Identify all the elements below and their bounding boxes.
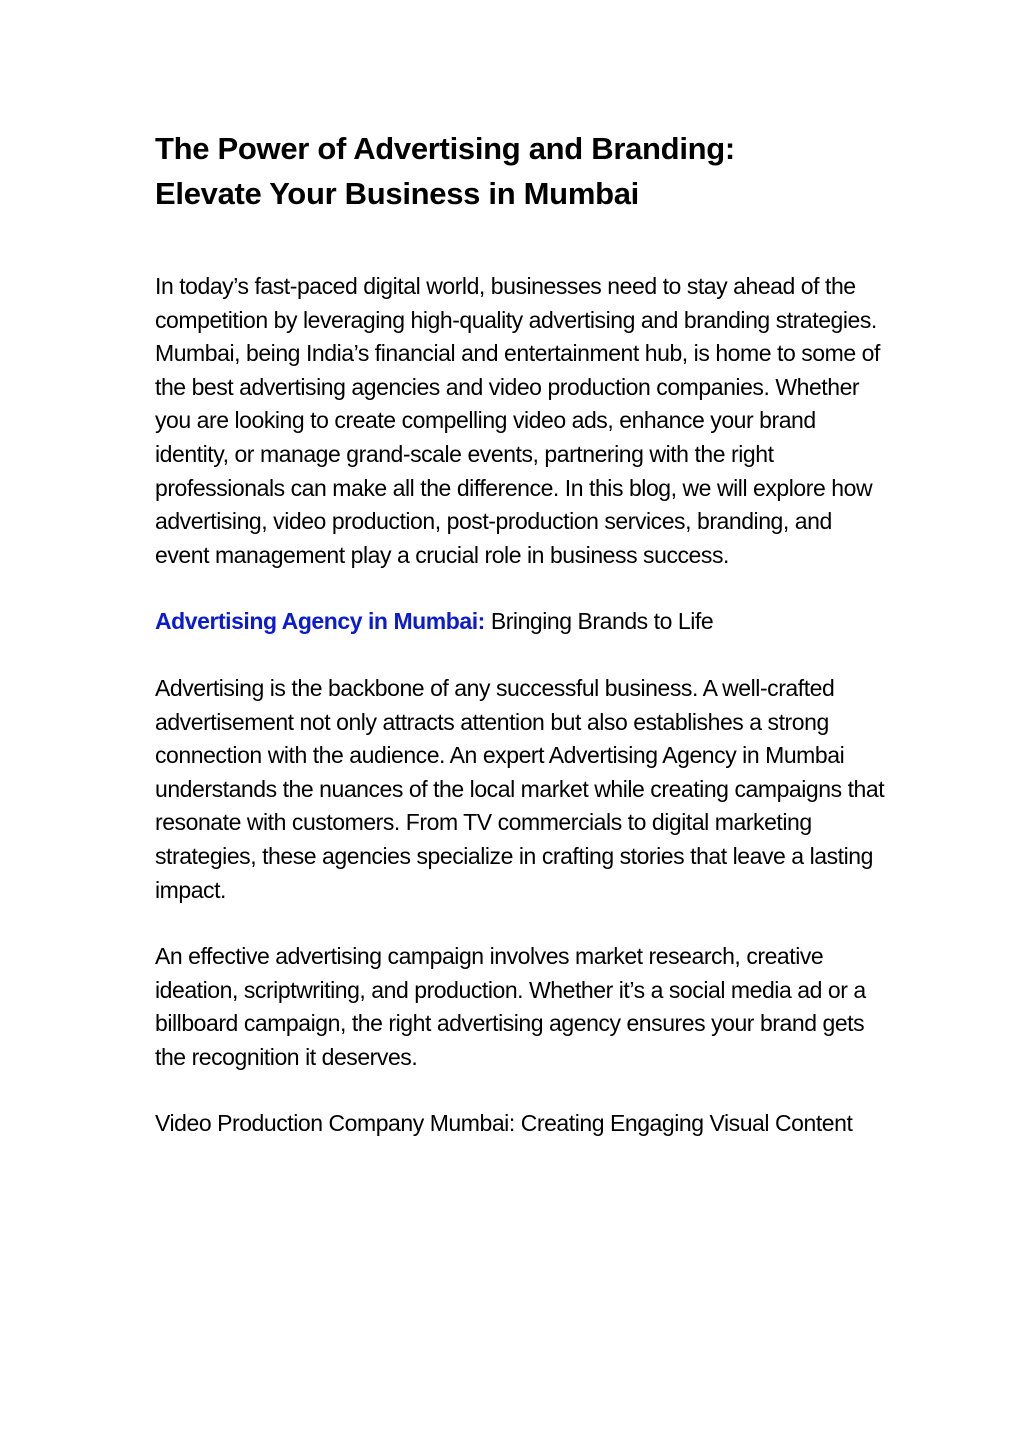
section-heading-advertising-text: Bringing Brands to Life bbox=[484, 608, 714, 635]
title-line-1: The Power of Advertising and Branding: bbox=[155, 131, 735, 166]
advertising-paragraph-1: Advertising is the backbone of any successful business. A well-crafted advertisement not only attracts attention but also establishes a strong connection with the audience. An expert Advertising Agency in Mumbai understands the nuances of the local market while creating campaigns that resonate with customers. From TV commercials to digital marketing strategies, these agencies specialize in crafting stories that leave a lasting impact. bbox=[155, 674, 885, 903]
intro-paragraph: In today’s fast-paced digital world, businesses need to stay ahead of the competition by leveraging high-quality advertising and branding strategies. Mumbai, being India’s financial and entertainment hub, is home to some of the best advertising agencies and video production companies. Whether you are looking to create compelling video ads, enhance your brand identity, or manage grand-scale events, partnering with the right professionals can make all the difference. In this blog, we will explore how advertising, video production, post-production services, branding, and event management play a crucial role in business success. bbox=[155, 273, 880, 568]
page-title bbox=[155, 126, 885, 216]
advertising-agency-link[interactable]: Advertising Agency in Mumbai: bbox=[155, 608, 485, 635]
advertising-paragraph-2: An effective advertising campaign involves market research, creative ideation, scriptwriting, and production. Whether it’s a social media ad or a billboard campaign, the right advertising agency ensures your brand gets the recognition it deserves. bbox=[155, 943, 866, 1070]
document-page bbox=[155, 126, 885, 1141]
section-heading-video-production: Video Production Company Mumbai: Creating Engaging Visual Content bbox=[155, 1110, 853, 1137]
section-heading-advertising bbox=[155, 605, 885, 639]
title-line-2: Elevate Your Business in Mumbai bbox=[155, 176, 639, 211]
